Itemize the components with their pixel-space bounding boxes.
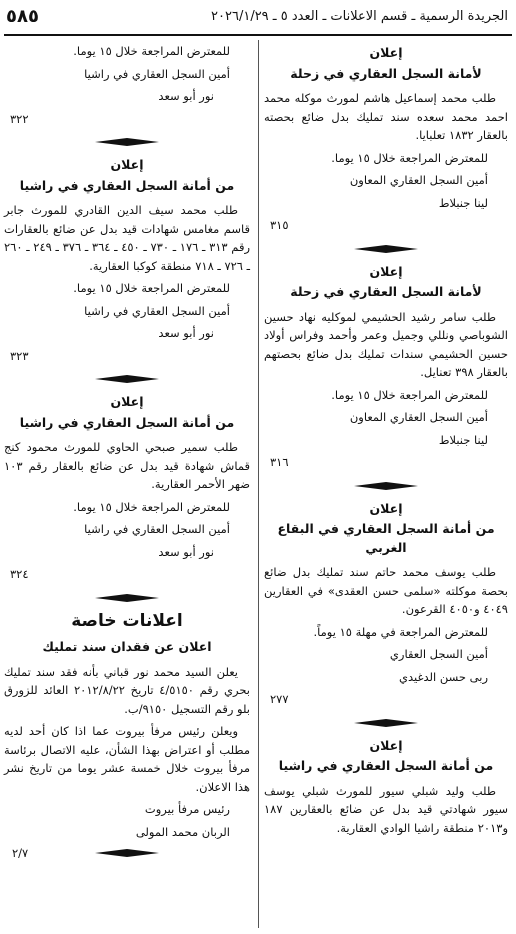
notice-deadline: للمعترض المراجعة خلال ١٥ يوما. — [331, 150, 488, 165]
left-column — [4, 40, 250, 867]
notice-subtitle: من أمانة السجل العقاري في راشيا — [278, 758, 494, 773]
notice-body: طلب محمد إسماعيل هاشم لمورث موكله محمد احمد محمد سعده سند تمليك بدل ضائع بحصته بالعقار ١٨٣٢ تعلبايا. — [264, 91, 508, 142]
notice-office: أمين السجل العقاري في راشيا — [84, 522, 230, 536]
notice-signatory: نور أبو سعد — [158, 544, 214, 559]
notice-deadline: للمعترض المراجعة خلال ١٥ يوما. — [73, 44, 230, 58]
notice-deadline: للمعترض المراجعة خلال ١٥ يوما. — [331, 387, 488, 402]
notice-322-tail — [4, 42, 250, 128]
separator-ornament — [4, 845, 250, 861]
notice-signatory: الربان محمد المولى — [135, 824, 230, 839]
notice-subtitle: لأمانة السجل العقاري في زحلة — [290, 284, 482, 299]
notice-subtitle: من أمانة السجل العقاري في البقاع الغربي — [277, 521, 495, 555]
notice-subtitle: اعلان عن فقدان سند تمليك — [42, 639, 212, 654]
notice-number: ٣١٦ — [270, 455, 289, 469]
separator-ornament — [4, 590, 250, 606]
notice-office: أمين السجل العقاري في راشيا — [84, 66, 230, 81]
notice-316 — [264, 263, 508, 472]
notice-rashaya-final — [264, 737, 508, 838]
gazette-header-title: الجريدة الرسمية ـ قسم الاعلانات ـ العدد ٥ ـ ٢٠٢٦/١/٢٩ — [211, 9, 508, 24]
notice-subtitle: من أمانة السجل العقاري في راشيا — [19, 177, 235, 193]
notice-number: ٣٢٣ — [10, 348, 29, 363]
notice-signatory: لينا جنبلاط — [438, 195, 488, 210]
separator-ornament — [264, 241, 508, 257]
notice-number: ٢/٧ — [12, 845, 29, 860]
notice-315 — [264, 44, 508, 235]
right-column — [264, 40, 508, 841]
page-header — [0, 0, 516, 34]
notice-deadline: للمعترض المراجعة خلال ١٥ يوما. — [73, 281, 230, 295]
notice-deadline: للمعترض المراجعة في مهلة ١٥ يوماً. — [313, 624, 488, 639]
notice-signatory: لينا جنبلاط — [438, 432, 488, 447]
notice-title: إعلان — [369, 737, 403, 753]
notice-body-continued: ويعلن رئيس مرفأ بيروت عما اذا كان أحد لديه مطلب أو اعتراض بهذا الشأن، عليه الاتصال برئاسة مرفأ بيروت خلال خمسة عشر يوما من تاريخ نشر هذا الاعلان. — [4, 724, 250, 794]
notice-number: ٣١٥ — [270, 218, 289, 232]
notice-number: ٣٢٢ — [10, 111, 29, 126]
notice-office: رئيس مرفأ بيروت — [144, 802, 230, 816]
notice-title: إعلان — [110, 157, 144, 172]
special-notices-heading: اعلانات خاصة — [71, 610, 183, 631]
notice-body: طلب محمد سيف الدين القادري للمورث جابر قاسم مغامس شهادات قيد بدل عن ضائع بالعقارات رقم ٣١٣ ـ ١٧٦ ـ ٧٣٠ ـ ٤٥٠ ـ ٣٦٤ ـ ٣٧٦ ـ ٢٤٩ ـ ٢٦٠ ـ ٧٢٦ ـ ٧١٨ منطقة كوكبا العقارية. — [4, 203, 251, 273]
separator-ornament — [264, 715, 508, 731]
notice-office: أمين السجل العقاري — [389, 647, 488, 661]
notice-office: أمين السجل العقاري المعاون — [349, 410, 488, 424]
separator-ornament — [4, 371, 250, 387]
notice-body: طلب وليد شبلي سيور للمورث شبلي يوسف سيور شهادتي قيد بدل عن ضائع بالعقارين ١٨٧ و٢٠١٣ منطقة راشيا الوادي العقارية. — [264, 783, 508, 835]
notice-signatory: نور أبو سعد — [158, 89, 214, 103]
notice-office: أمين السجل العقاري في راشيا — [84, 303, 230, 318]
notice-signatory: ربى حسن الدغيدي — [398, 669, 488, 684]
notice-title: إعلان — [369, 500, 403, 516]
notice-subtitle: لأمانة السجل العقاري في زحلة — [290, 65, 482, 81]
notice-title: إعلان — [110, 394, 144, 409]
notice-lost-deed — [4, 638, 250, 841]
notice-subtitle: من أمانة السجل العقاري في راشيا — [19, 414, 235, 430]
notice-number: ٣٢٤ — [10, 567, 29, 581]
separator-ornament — [264, 478, 508, 494]
column-divider — [258, 40, 259, 928]
notice-signatory: نور أبو سعد — [158, 326, 214, 340]
notice-office: أمين السجل العقاري المعاون — [349, 173, 488, 187]
notice-title: إعلان — [369, 45, 403, 60]
notice-body: طلب سامر رشيد الحشيمي لموكليه نهاد حسين الشوباصي ونللي وجميل وعمر وأحمد وفراس أولاد حسين الحشيمي سندات تمليك بدل ضائع بحصتهم بالعقار ٣٩٨ تعنايل. — [264, 309, 508, 379]
notice-deadline: للمعترض المراجعة خلال ١٥ يوما. — [73, 499, 230, 514]
notice-body: طلب يوسف محمد حاتم سند تمليك بدل ضائع بحصة موكلته «سلمى حسن العقدى» في العقارين ٤٠٤٩ و٤٠٥٠ القرعون. — [264, 565, 508, 616]
notice-number: ٢٧٧ — [270, 692, 289, 706]
header-rule — [4, 34, 512, 36]
notice-body: يعلن السيد محمد نور قباني بأنه فقد سند تمليك بحري رقم ٤/٥١٥٠ تاريخ ٢٠١٢/٨/٢٢ العائد للزورق بلو رقم التسجيل ٩١٥٠/ب. — [4, 664, 250, 716]
notice-body: طلب سمير صبحي الحاوي للمورث محمود كنج قماش شهادة قيد بدل عن ضائع بالعقار رقم ١٠٣ ضهر الأحمر العقارية. — [4, 440, 250, 491]
page-number: ٥٨٥ — [6, 6, 39, 27]
notice-title: إعلان — [369, 263, 403, 279]
notice-324 — [4, 393, 250, 584]
separator-ornament — [4, 134, 250, 150]
notice-323 — [4, 156, 250, 365]
notice-277 — [264, 500, 508, 709]
